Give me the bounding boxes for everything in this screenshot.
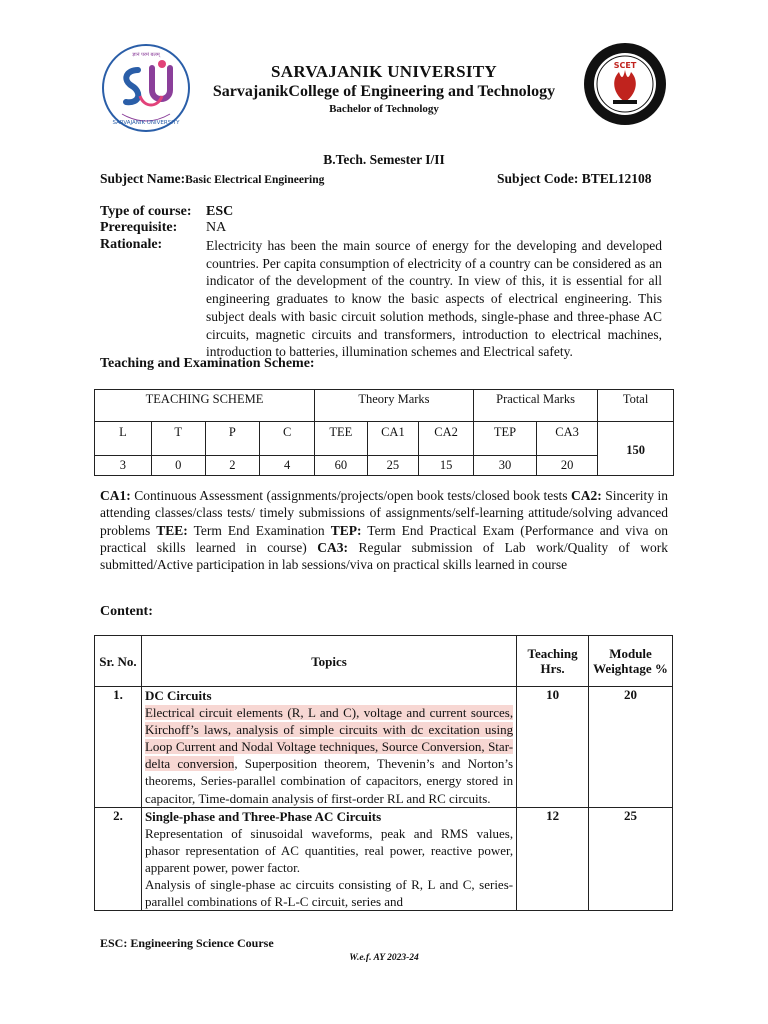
degree-name: Bachelor of Technology	[329, 103, 439, 115]
scheme-title: Teaching and Examination Scheme:	[100, 356, 315, 371]
content-table	[94, 635, 673, 911]
ca1-text: Continuous Assessment (assignments/projects/open book tests/closed book tests	[130, 488, 572, 503]
val-tee: 60	[315, 456, 368, 476]
logo-motto: ज्ञानं परमं बलम्	[132, 52, 160, 58]
group-theory: Theory Marks	[315, 390, 474, 422]
ca2-label: CA2:	[571, 488, 602, 503]
row-sr: 2.	[95, 807, 142, 911]
tep-text: Term End Practical Exam (Performance and viva on practical skills learned in course)	[100, 522, 668, 555]
topic-text: Analysis of single-phase ac circuits consisting of R, L and C, series-parallel combinations of R-L-C circuit, series and	[144, 877, 514, 910]
type-label: Type of course:	[100, 204, 192, 219]
table-row	[95, 687, 673, 808]
header-hours: Teaching Hrs.	[517, 636, 589, 687]
ca1-label: CA1:	[100, 488, 131, 503]
sub-c: C	[260, 422, 315, 456]
prereq-label: Prerequisite:	[100, 220, 178, 235]
sub-l: L	[95, 422, 152, 456]
group-total: Total	[598, 390, 674, 422]
ca2-text: Sincerity in attending classes/class tests/ timely submissions of assignments/self-learning attitude/solving advanced problems	[100, 488, 668, 538]
row-weight: 25	[589, 807, 673, 911]
content-label: Content:	[100, 604, 153, 619]
assessment-paragraph	[100, 487, 668, 573]
row-weight: 20	[589, 687, 673, 808]
sub-ca2: CA2	[419, 422, 474, 456]
header-weight: Module Weightage %	[589, 636, 673, 687]
val-ca3: 20	[537, 456, 598, 476]
sub-tee: TEE	[315, 422, 368, 456]
rationale-label: Rationale:	[100, 237, 163, 252]
tee-text: Term End Examination	[187, 522, 331, 538]
type-value: ESC	[206, 204, 234, 219]
rationale-text: Electricity has been the main source of energy for the developing and developed countries. Per capita consumption of electricity of a country can be considered as an indicator of the development of the country. In view of this, it is essential for all engineering graduates to know the basic aspects of electrical engineering. This subject deals with basic circuit solution methods, single-phase and three-phase AC circuits, magnetic circuits and transformers, introduction to electrical machines, introduction to batteries, illumination schemes and Electrical safety.	[206, 238, 662, 360]
val-ca2: 15	[419, 456, 474, 476]
subject-name-label: Subject Name:	[100, 171, 186, 186]
row-hours: 12	[517, 807, 589, 911]
prereq-value: NA	[206, 220, 227, 235]
subject-name-value: Basic Electrical Engineering	[185, 174, 325, 186]
topic-title: Single-phase and Three-Phase AC Circuits	[144, 808, 382, 824]
header-topics: Topics	[141, 636, 516, 687]
topic-highlighted-text: Electrical circuit elements (R, L and C), voltage and current sources, Kirchoff’s laws, analysis of simple circuits with dc excitation using Loop Current and Nodal Voltage techniques, Source Conversion, Star-delta conversion	[144, 705, 514, 772]
scheme-table	[94, 389, 674, 476]
sub-t: T	[151, 422, 205, 456]
topic-text: , Superposition theorem, Thevenin’s and Norton’s theorems, Series-parallel combination of capacitors, energy stored in capacitor, Time-domain analysis of first-order RL and RC circuits.	[144, 756, 514, 806]
logo-caption: SARVAJANIK UNIVERSITY	[112, 120, 180, 126]
topic-title: DC Circuits	[144, 688, 212, 703]
footer-wef: W.e.f. AY 2023-24	[349, 953, 419, 963]
topic-text: Representation of sinusoidal waveforms, peak and RMS values, phasor representation of AC quantities, real power, reactive power, apparent power, power factor.	[144, 825, 514, 875]
row-topic	[141, 687, 516, 808]
table-row	[95, 807, 673, 911]
seal-text: SCET	[613, 61, 637, 70]
val-l: 3	[95, 456, 152, 476]
total-value: 150	[598, 422, 674, 476]
ca3-label: CA3:	[317, 539, 349, 555]
group-practical: Practical Marks	[473, 390, 597, 422]
tee-label: TEE:	[156, 522, 188, 538]
ca3-text: Regular submission of Lab work/Quality of work submitted/Active participation in lab sessions/viva on practical skills learned in course	[100, 539, 668, 573]
semester: B.Tech. Semester I/II	[323, 152, 445, 167]
subject-name	[100, 171, 324, 187]
row-sr: 1.	[95, 687, 142, 808]
sub-p: P	[205, 422, 260, 456]
tep-label: TEP:	[330, 522, 362, 538]
group-teaching: TEACHING SCHEME	[95, 390, 315, 422]
sub-ca1: CA1	[367, 422, 419, 456]
footer-note: ESC: Engineering Science Course	[100, 936, 274, 950]
row-topic	[141, 807, 516, 911]
val-p: 2	[205, 456, 260, 476]
val-ca1: 25	[367, 456, 419, 476]
row-hours: 10	[517, 687, 589, 808]
val-t: 0	[151, 456, 205, 476]
sub-tep: TEP	[473, 422, 536, 456]
subject-code: Subject Code: BTEL12108	[497, 171, 652, 186]
val-tep: 30	[473, 456, 536, 476]
college-name: SarvajanikCollege of Engineering and Technology	[212, 83, 556, 100]
header-sr: Sr. No.	[95, 636, 142, 687]
sub-ca3: CA3	[537, 422, 598, 456]
val-c: 4	[260, 456, 315, 476]
university-name: SARVAJANIK UNIVERSITY	[271, 62, 497, 81]
